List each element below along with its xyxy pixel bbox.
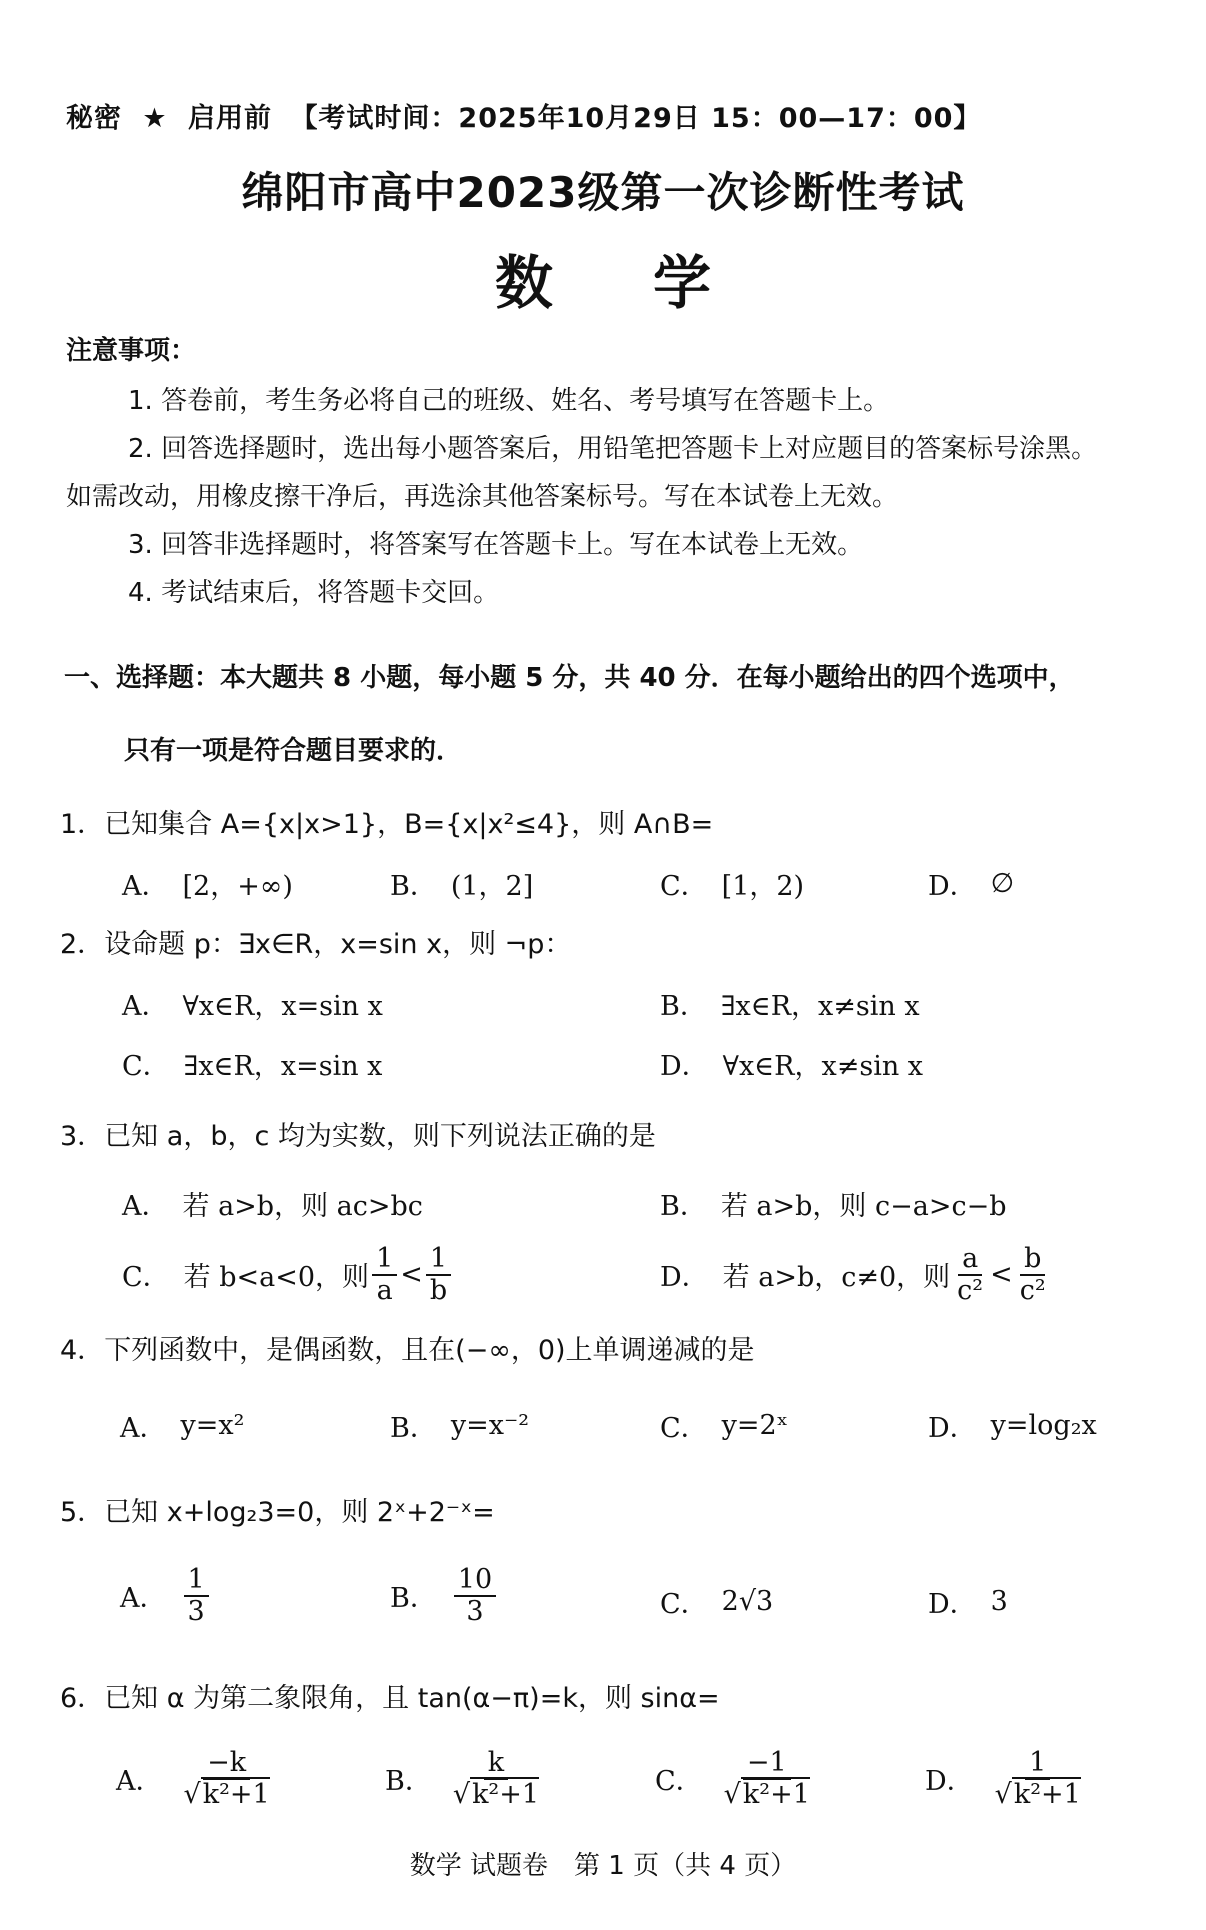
q3-option-d[interactable]: [660, 1244, 1053, 1305]
option-text: y=2ˣ: [721, 1410, 789, 1441]
option-label: B．: [390, 1583, 437, 1615]
q4-option-c[interactable]: [660, 1406, 788, 1445]
option-text: ∅: [990, 868, 1015, 899]
numerator: 1: [1025, 1748, 1050, 1780]
option-text: (1，2]: [450, 871, 534, 902]
option-label: D．: [660, 1051, 709, 1082]
option-label: C．: [655, 1766, 703, 1798]
notice-item-4: 4. 考试结束后，将答题卡交回。: [128, 578, 500, 608]
exam-title: 绵阳市高中2023级第一次诊断性考试: [241, 168, 965, 217]
question-3: [60, 1114, 656, 1153]
option-text: y=log₂x: [990, 1410, 1097, 1441]
notice-item-3: 3. 回答非选择题时，将答案写在答题卡上。写在本试卷上无效。: [128, 530, 864, 560]
q1-option-d[interactable]: [928, 864, 1014, 903]
option-text: ∀x∈R，x=sin x: [182, 991, 383, 1022]
q3-option-a[interactable]: [122, 1184, 423, 1223]
numerator: −k: [203, 1748, 250, 1780]
numerator: a: [958, 1244, 982, 1276]
denominator: c²: [957, 1274, 984, 1306]
q4-option-b[interactable]: [390, 1406, 529, 1445]
option-text: ∃x∈R，x≠sin x: [720, 991, 920, 1022]
fraction: [720, 1748, 814, 1809]
option-label: D．: [928, 871, 977, 902]
relation: <: [990, 1259, 1013, 1291]
fraction: [180, 1748, 274, 1809]
option-text: ∀x∈R，x≠sin x: [722, 1051, 924, 1082]
option-label: C．: [122, 1262, 170, 1294]
q1-option-a[interactable]: [122, 864, 293, 903]
option-text: 若 a>b，则 c−a>c−b: [720, 1191, 1007, 1222]
notice-item-2-cont: 如需改动，用橡皮擦干净后，再选涂其他答案标号。写在本试卷上无效。: [66, 482, 899, 512]
option-label: B．: [660, 1191, 707, 1222]
option-label: B．: [660, 991, 707, 1022]
option-label: D．: [660, 1262, 709, 1294]
option-text: 3: [990, 1586, 1008, 1617]
question-number: 2．: [60, 929, 105, 960]
q5-option-c[interactable]: [660, 1582, 773, 1621]
option-label: A．: [120, 1413, 167, 1444]
denominator: 3: [466, 1595, 484, 1627]
option-label: A．: [122, 1191, 169, 1222]
numerator: 1: [372, 1244, 397, 1276]
page-footer: 数学 试题卷 第 1 页（共 4 页）: [409, 1851, 797, 1881]
q5-option-d[interactable]: [928, 1582, 1008, 1621]
radicand: k²+1: [472, 1778, 540, 1810]
numerator: k: [484, 1748, 508, 1780]
option-label: C．: [660, 871, 708, 902]
question-number: 1．: [60, 809, 105, 840]
q3-option-c[interactable]: [122, 1244, 454, 1305]
option-label: B．: [390, 871, 437, 902]
question-number: 6．: [60, 1683, 105, 1714]
option-label: C．: [660, 1413, 708, 1444]
q3-option-b[interactable]: [660, 1184, 1007, 1223]
radicand: k²+1: [202, 1778, 270, 1810]
option-text: y=x⁻²: [450, 1410, 530, 1441]
denominator: b: [429, 1274, 448, 1306]
question-number: 5．: [60, 1497, 105, 1528]
fraction: [1016, 1244, 1050, 1305]
q6-option-c[interactable]: [655, 1748, 817, 1809]
q1-option-c[interactable]: [660, 864, 804, 903]
option-label: A．: [120, 1583, 167, 1615]
question-stem: 设命题 p：∃x∈R，x=sin x，则 ¬p：: [104, 929, 572, 960]
notice-item-2: 2. 回答选择题时，选出每小题答案后，用铅笔把答题卡上对应题目的答案标号涂黑。: [128, 434, 1098, 464]
fraction: [372, 1244, 397, 1305]
q5-option-b[interactable]: [390, 1565, 499, 1626]
denominator: 3: [187, 1595, 205, 1627]
option-label: D．: [928, 1413, 977, 1444]
q1-option-b[interactable]: [390, 864, 533, 903]
q4-option-d[interactable]: [928, 1406, 1097, 1445]
q2-option-b[interactable]: [660, 984, 920, 1023]
fraction: [184, 1565, 209, 1626]
q6-option-b[interactable]: [385, 1748, 546, 1809]
q6-option-d[interactable]: [925, 1748, 1088, 1809]
q2-option-d[interactable]: [660, 1044, 923, 1083]
option-label: D．: [925, 1766, 974, 1798]
fraction: [953, 1244, 987, 1305]
question-1: [60, 802, 713, 841]
question-stem: 已知 a，b，c 均为实数，则下列说法正确的是: [104, 1121, 656, 1152]
q5-option-a[interactable]: [120, 1565, 212, 1626]
exam-header-line: [66, 96, 981, 135]
fraction: [426, 1244, 451, 1305]
exam-time: 【考试时间：2025年10月29日 15：00—17：00】: [290, 103, 982, 134]
option-text: 2√3: [721, 1586, 774, 1617]
fraction: [454, 1565, 496, 1626]
option-text: 若 a>b，则 ac>bc: [182, 1191, 423, 1222]
option-label: C．: [660, 1589, 708, 1620]
denominator: √k²+1: [723, 1778, 810, 1810]
option-label: D．: [928, 1589, 977, 1620]
numerator: 1: [184, 1565, 209, 1597]
option-text: [1，2): [721, 871, 805, 902]
q6-option-a[interactable]: [116, 1748, 277, 1809]
question-stem: 已知 α 为第二象限角，且 tan(α−π)=k，则 sinα=: [104, 1683, 720, 1714]
radicand: k²+1: [742, 1778, 810, 1810]
notice-item-1: 1. 答卷前，考生务必将自己的班级、姓名、考号填写在答题卡上。: [128, 386, 890, 416]
option-label: A．: [122, 871, 169, 902]
before-use-label: 启用前: [188, 103, 273, 134]
question-stem: 已知 x+log₂3=0，则 2ˣ+2⁻ˣ=: [104, 1497, 495, 1528]
option-label: B．: [385, 1766, 432, 1798]
question-2: [60, 922, 571, 961]
option-label: A．: [122, 991, 169, 1022]
denominator: c²: [1019, 1274, 1046, 1306]
question-number: 4．: [60, 1335, 105, 1366]
confidential-label: 秘密: [66, 103, 122, 134]
fraction: [991, 1748, 1085, 1809]
section-heading: 一、选择题：本大题共 8 小题，每小题 5 分，共 40 分．在每小题给出的四个选项中，: [64, 663, 1075, 693]
fraction: [449, 1748, 543, 1809]
option-text: [2，+∞): [182, 871, 293, 902]
numerator: 1: [426, 1244, 451, 1276]
denominator: √k²+1: [994, 1778, 1081, 1810]
option-text: ∃x∈R，x=sin x: [183, 1051, 383, 1082]
option-label: B．: [390, 1413, 437, 1444]
denominator: a: [376, 1274, 393, 1306]
option-label: C．: [122, 1051, 170, 1082]
numerator: b: [1020, 1244, 1045, 1276]
q2-option-c[interactable]: [122, 1044, 382, 1083]
question-5: [60, 1490, 495, 1529]
numerator: 10: [454, 1565, 496, 1597]
radicand: k²+1: [1013, 1778, 1081, 1810]
q2-option-a[interactable]: [122, 984, 383, 1023]
star-icon: ★: [142, 103, 168, 134]
denominator: √k²+1: [452, 1778, 540, 1810]
question-stem: 下列函数中，是偶函数，且在(−∞，0)上单调递减的是: [104, 1335, 755, 1366]
subject-title: 数学: [494, 249, 811, 317]
numerator: −1: [743, 1748, 791, 1780]
option-text: 若 a>b，c≠0，则: [722, 1262, 951, 1294]
denominator: √k²+1: [183, 1778, 270, 1810]
q4-option-a[interactable]: [120, 1406, 244, 1445]
question-number: 3．: [60, 1121, 105, 1152]
question-stem: 已知集合 A={x|x>1}，B={x|x²≤4}，则 A∩B=: [104, 809, 714, 840]
relation: <: [400, 1259, 423, 1291]
question-6: [60, 1676, 720, 1715]
option-text: 若 b<a<0，则: [183, 1262, 370, 1294]
option-label: A．: [116, 1766, 163, 1798]
question-4: [60, 1328, 755, 1367]
option-text: y=x²: [180, 1410, 245, 1441]
section-heading-cont: 只有一项是符合题目要求的．: [124, 736, 463, 766]
notice-heading: 注意事项：: [66, 336, 197, 366]
